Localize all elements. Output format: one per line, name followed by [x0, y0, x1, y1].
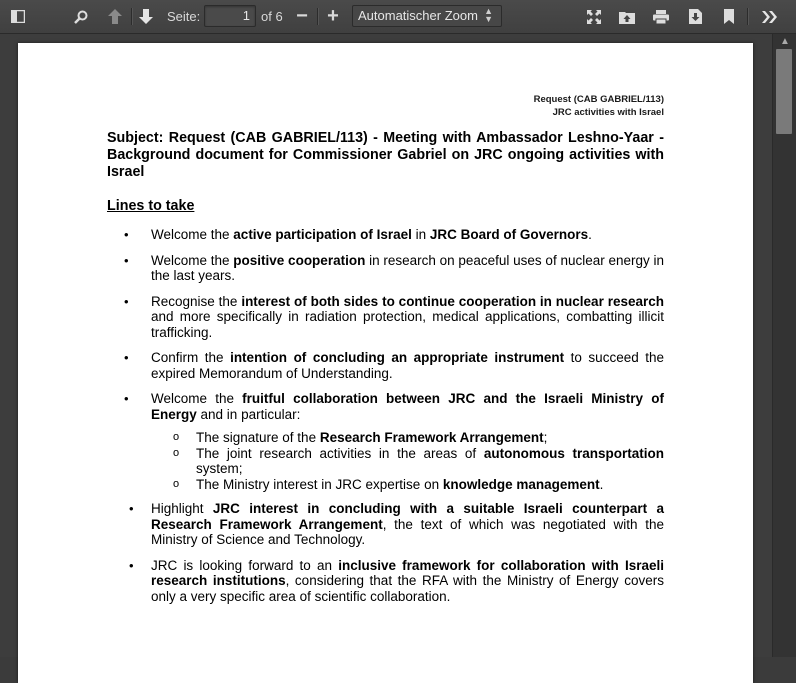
header-line-2: JRC activities with Israel	[552, 107, 664, 118]
toolbar-separator	[131, 8, 132, 25]
sidebar-toggle-icon	[11, 10, 25, 23]
download-icon	[689, 9, 702, 24]
print-button[interactable]	[650, 4, 672, 29]
sub-list-item: o The signature of the Research Framework Arrangement;	[173, 430, 548, 445]
sub-bullet-icon: o	[173, 446, 180, 459]
sub-list-item: o The joint research activities in the areas of autonomous transportation system;	[173, 445, 664, 476]
tools-icon	[762, 11, 778, 23]
sub-bullet-icon: o	[173, 477, 180, 490]
arrow-down-icon	[139, 9, 153, 24]
print-icon	[653, 10, 669, 24]
bookmark-button[interactable]	[718, 4, 740, 29]
sub-bullet-icon: o	[173, 431, 180, 443]
toolbar-separator	[317, 8, 318, 25]
presentation-mode-button[interactable]	[583, 4, 605, 29]
zoom-out-button[interactable]: −	[296, 5, 308, 27]
bullet-icon: •	[124, 227, 129, 242]
page-number-input[interactable]: 1	[204, 5, 256, 27]
bullet-list	[107, 227, 664, 614]
document-header	[534, 93, 664, 119]
list-item: • Recognise the interest of both sides to continue cooperation in nuclear research and more specifically in radiation protection, medical applications, combatting illicit trafficking.	[124, 293, 664, 340]
open-file-icon	[619, 10, 635, 24]
sub-list-item: o The Ministry interest in JRC expertise on knowledge management.	[173, 476, 604, 492]
scroll-up-arrow-icon[interactable]: ▲	[780, 36, 790, 47]
pdf-toolbar	[0, 0, 796, 34]
page-count: of 6	[261, 9, 283, 24]
list-item: • Welcome the fruitful collaboration between JRC and the Israeli Ministry of Energy and in particular:	[124, 391, 664, 422]
sidebar-toggle-button[interactable]	[7, 4, 29, 29]
lines-to-take-heading: Lines to take	[107, 198, 195, 214]
list-item: • Highlight JRC interest in concluding with a suitable Israeli counterpart a Research Framework Arrangement, the text of which was negotiated with the Ministry of Science and Technology.	[129, 501, 665, 547]
bullet-icon: •	[129, 557, 134, 573]
download-button[interactable]	[684, 4, 706, 29]
list-item: • Welcome the active participation of Israel in JRC Board of Governors.	[124, 227, 592, 242]
fullscreen-icon	[587, 10, 601, 24]
arrow-up-icon	[108, 9, 122, 24]
toolbar-separator	[747, 8, 748, 25]
list-item: • JRC is looking forward to an inclusive framework for collaboration with Israeli research institutions, considering that the RFA with the Ministry of Energy covers only a very specific area of scientific collaboration.	[129, 557, 664, 604]
header-line-1: Request (CAB GABRIEL/113)	[533, 94, 664, 105]
next-page-button[interactable]	[135, 4, 157, 29]
search-icon	[74, 10, 88, 24]
search-button[interactable]	[70, 4, 92, 29]
bullet-icon: •	[129, 501, 134, 516]
bullet-icon: •	[124, 252, 129, 268]
bullet-icon: •	[124, 391, 129, 406]
bullet-icon: •	[124, 293, 129, 309]
bullet-icon: •	[124, 350, 129, 365]
zoom-select-value: Automatischer Zoom	[358, 8, 478, 23]
pdf-page	[18, 43, 753, 683]
zoom-select[interactable]	[352, 5, 502, 27]
list-item: • Confirm the intention of concluding an appropriate instrument to succeed the expired Memorandum of Understanding.	[124, 350, 664, 381]
document-viewer[interactable]	[0, 34, 772, 657]
subject-heading: Subject: Request (CAB GABRIEL/113) - Meeting with Ambassador Leshno-Yaar - Background document for Commissioner Gabriel on JRC ongoing activities with Israel	[107, 130, 664, 180]
select-arrows-icon: ▲ ▼	[484, 6, 493, 24]
list-item: • Welcome the positive cooperation in research on peaceful uses of nuclear energy in the last years.	[124, 252, 665, 283]
scrollbar-thumb[interactable]	[776, 49, 792, 134]
vertical-scrollbar[interactable]	[772, 34, 796, 657]
zoom-in-button[interactable]: +	[327, 5, 339, 27]
open-file-button[interactable]	[616, 4, 638, 29]
page-label: Seite:	[167, 9, 201, 24]
bookmark-icon	[724, 9, 734, 24]
sub-list	[107, 430, 664, 492]
tools-button[interactable]	[758, 4, 782, 29]
previous-page-button[interactable]	[104, 4, 126, 29]
